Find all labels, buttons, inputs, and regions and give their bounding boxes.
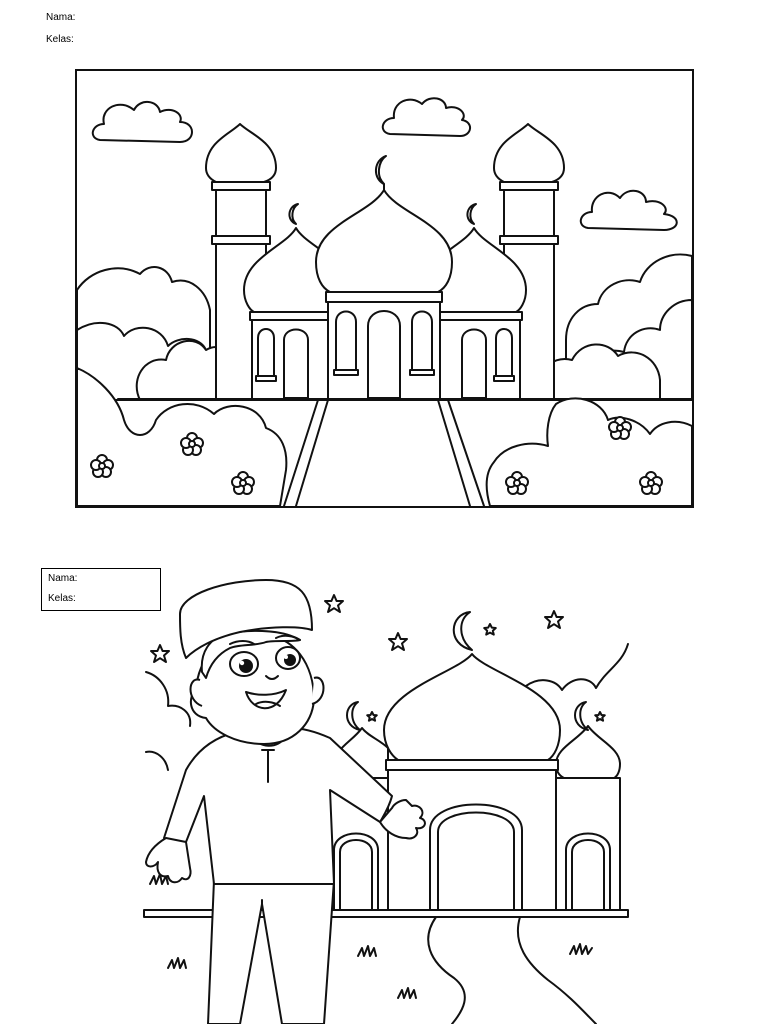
grass-icon (570, 944, 592, 954)
name-label: Nama: (46, 12, 76, 23)
grass-icon (168, 958, 186, 968)
class-label: Kelas: (48, 593, 76, 604)
star-icon (389, 633, 407, 650)
name-label: Nama: (48, 573, 78, 584)
star-icon (151, 645, 169, 662)
boy-figure (146, 580, 425, 1024)
grass-icon (358, 946, 376, 956)
boy-mosque-coloring-picture (0, 560, 768, 1024)
mosque (324, 612, 620, 910)
star-icon (545, 611, 563, 628)
grass-icon (398, 988, 416, 998)
class-label: Kelas: (46, 34, 74, 45)
star-icon (325, 595, 343, 612)
path (428, 917, 596, 1024)
